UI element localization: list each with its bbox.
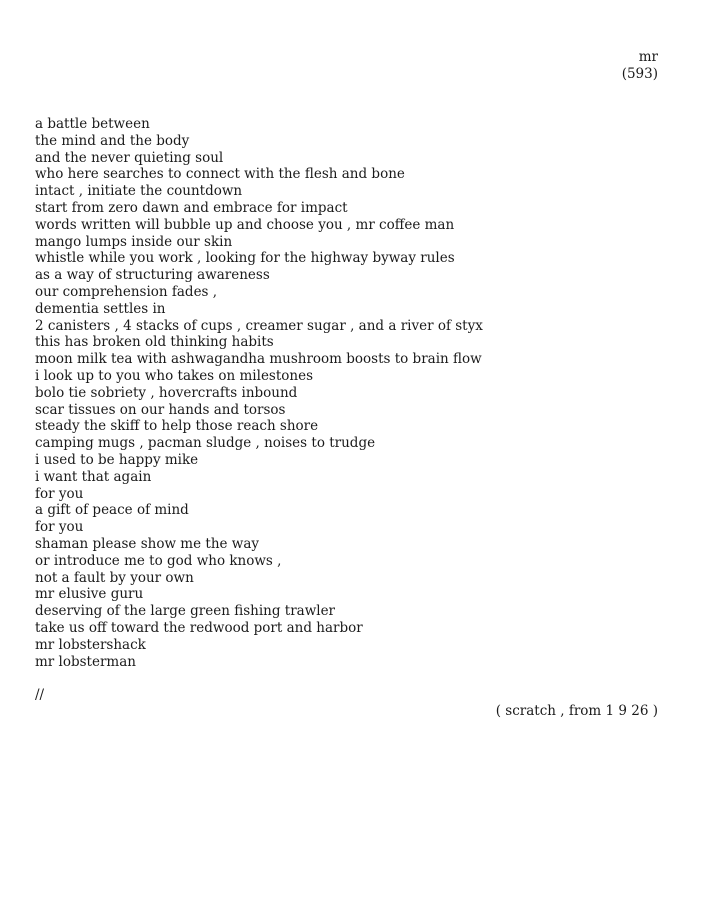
poem-line: whistle while you work , looking for the highway byway rules xyxy=(35,250,455,267)
poem-line: dementia settles in xyxy=(35,300,166,317)
poem-line: as a way of structuring awareness xyxy=(35,267,270,284)
poem-body xyxy=(35,116,675,670)
poem-line: intact , initiate the countdown xyxy=(35,183,243,200)
author-label: mr xyxy=(638,49,658,65)
poem-line: or introduce me to god who knows , xyxy=(35,552,282,569)
poem-line: take us off toward the redwood port and harbor xyxy=(35,619,363,636)
poem-line: for you xyxy=(35,485,84,502)
poem-line: the mind and the body xyxy=(35,132,190,149)
poem-line: this has broken old thinking habits xyxy=(35,334,274,351)
poem-line: bolo tie sobriety , hovercrafts inbound xyxy=(35,384,298,401)
poem-line: 2 canisters , 4 stacks of cups , creamer sugar , and a river of styx xyxy=(35,317,483,334)
source-note: ( scratch , from 1 9 26 ) xyxy=(495,703,658,719)
end-mark: // xyxy=(35,687,45,703)
poem-line: our comprehension fades , xyxy=(35,283,218,300)
poem-line: i used to be happy mike xyxy=(35,451,199,468)
poem-line: i want that again xyxy=(35,468,152,485)
poem-line: mango lumps inside our skin xyxy=(35,233,233,250)
poem-line: steady the skiff to help those reach shore xyxy=(35,418,319,435)
poem-line: moon milk tea with ashwagandha mushroom boosts to brain flow xyxy=(35,351,482,368)
poem-line: start from zero dawn and embrace for impact xyxy=(35,199,348,216)
poem-line: mr lobstershack xyxy=(35,636,146,653)
poem-line: who here searches to connect with the flesh and bone xyxy=(35,166,405,183)
poem-line: camping mugs , pacman sludge , noises to trudge xyxy=(35,435,376,452)
poem-line: for you xyxy=(35,519,84,536)
poem-line: a gift of peace of mind xyxy=(35,502,189,519)
poem-number: (593) xyxy=(621,65,658,82)
poem-line: deserving of the large green fishing trawler xyxy=(35,603,336,620)
poem-line: and the never quieting soul xyxy=(35,149,224,166)
poem-line: i look up to you who takes on milestones xyxy=(35,367,314,384)
poem-line: not a fault by your own xyxy=(35,569,194,586)
poem-line: words written will bubble up and choose you , mr coffee man xyxy=(35,216,455,233)
poem-header xyxy=(622,49,658,83)
poem-line: mr elusive guru xyxy=(35,586,144,603)
poem-line: shaman please show me the way xyxy=(35,535,260,552)
poem-line: a battle between xyxy=(35,116,150,132)
poem-line: mr lobsterman xyxy=(35,653,136,670)
poem-line: scar tissues on our hands and torsos xyxy=(35,401,286,418)
